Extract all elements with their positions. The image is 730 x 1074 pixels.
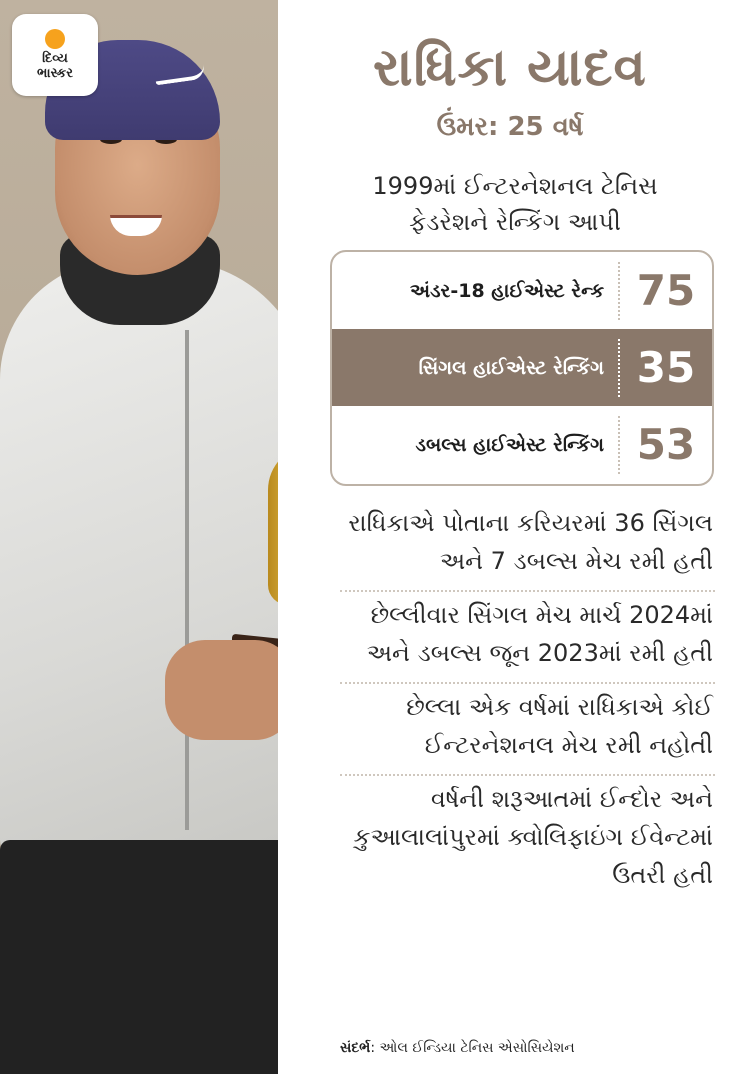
player-name: રાધિકા યાદવ xyxy=(373,38,647,98)
ranking-row-highlight xyxy=(332,329,712,406)
ranking-row xyxy=(332,406,712,483)
rankings-box xyxy=(330,250,714,486)
smile xyxy=(110,215,162,236)
ranking-row xyxy=(332,252,712,329)
player-age: ઉંમર: 25 વર્ષ xyxy=(436,112,584,142)
fact-item: રાધિકાએ પોતાના કરિયરમાં 36 સિંગલ અને 7 ડબલ્સ મેચ રમી હતી xyxy=(340,500,715,592)
fact-item: વર્ષની શરૂઆતમાં ઈન્દોર અને કુઆલાલાંપુરમાં ક્વોલિફાઇંગ ઈવેન્ટમાં ઉતરી હતી xyxy=(353,785,713,889)
player-jacket xyxy=(0,260,310,860)
brand-logo[interactable] xyxy=(12,14,98,96)
intro-text: 1999માં ઈન્ટરનેશનલ ટેનિસ ફેડરેશને રેન્કિંગ આપી xyxy=(372,172,658,236)
logo-line1: દિવ્ય xyxy=(42,51,68,66)
source-label: સંદર્ભ xyxy=(340,1040,371,1056)
player-pants xyxy=(0,840,300,1074)
fact-item: છેલ્લા એક વર્ષમાં રાધિકાએ કોઈ ઈન્ટરનેશનલ મેચ રમી નહોતી xyxy=(340,684,715,776)
source-credit xyxy=(340,1040,710,1056)
jacket-zipper xyxy=(185,330,189,830)
ranking-value: 35 xyxy=(636,343,696,392)
ranking-value: 53 xyxy=(636,420,696,469)
logo-line2: ભાસ્કર xyxy=(37,66,73,81)
player-hand xyxy=(165,640,295,740)
ranking-label: ડબલ્સ હાઈએસ્ટ રેન્કિંગ xyxy=(415,433,604,456)
fact-item: છેલ્લીવાર સિંગલ મેચ માર્ચ 2024માં અને ડબલ્સ જૂન 2023માં રમી હતી xyxy=(340,592,715,684)
source-text: : ઓલ ઈન્ડિયા ટેનિસ એસોસિયેશન xyxy=(370,1040,575,1056)
facts-list xyxy=(340,500,715,904)
ranking-label: સિંગલ હાઈએસ્ટ રેન્કિંગ xyxy=(418,356,604,379)
ranking-label: અંડર-18 હાઈએસ્ટ રેન્ક xyxy=(410,279,604,302)
swoosh-icon xyxy=(154,65,205,86)
sun-icon xyxy=(45,29,65,49)
ranking-value: 75 xyxy=(636,266,696,315)
